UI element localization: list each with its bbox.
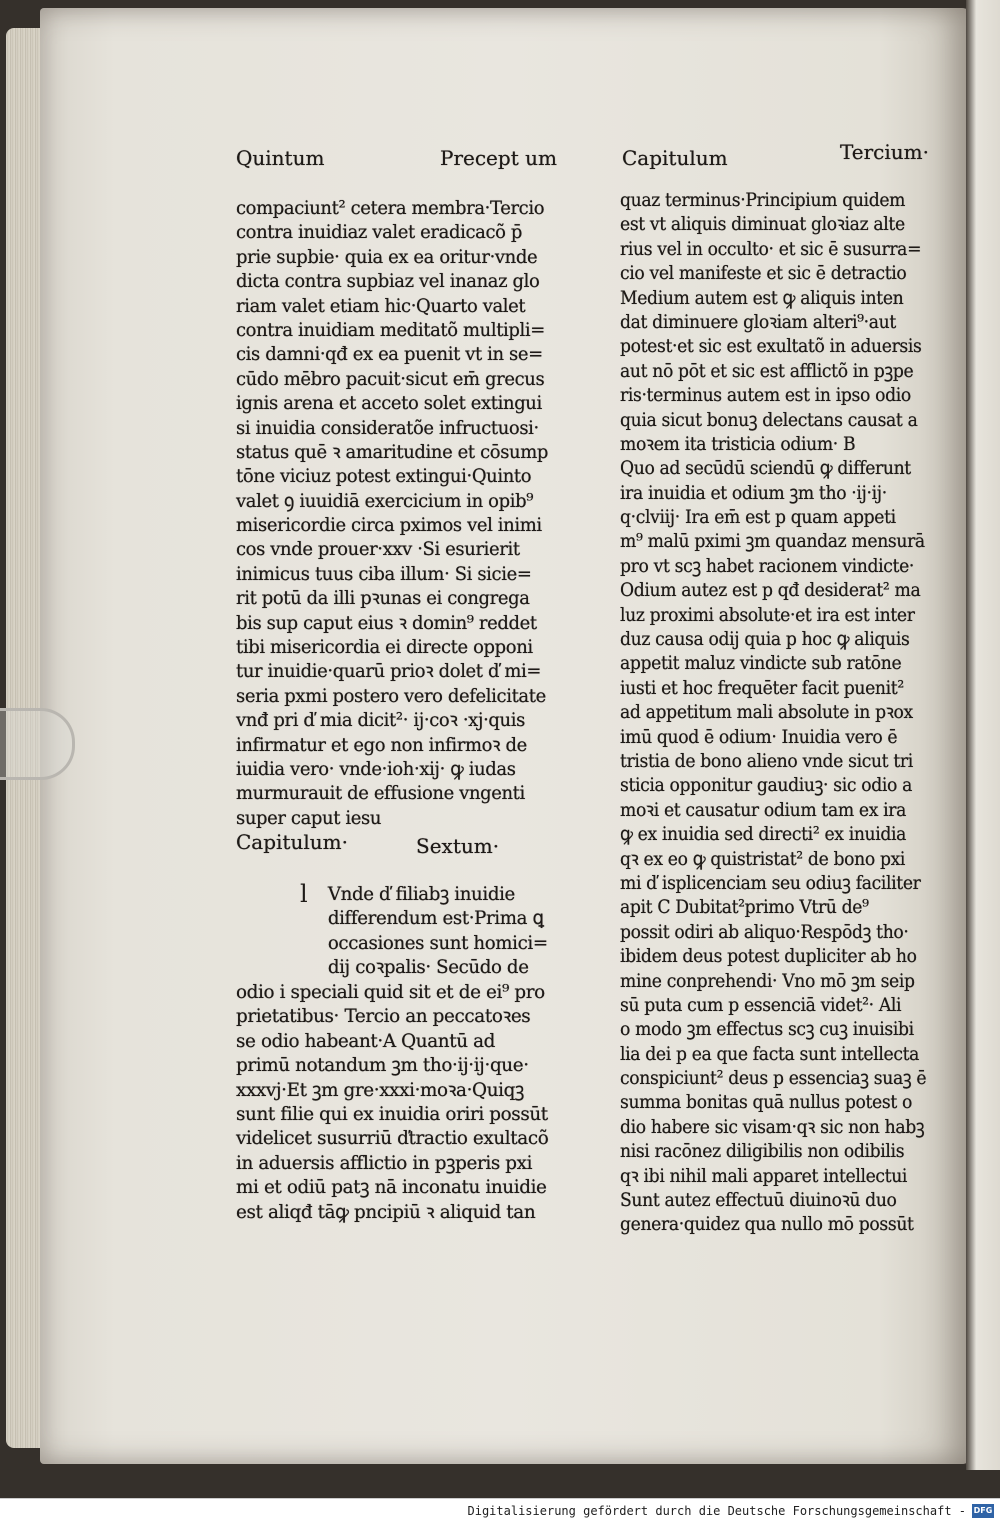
right-column-text [620, 188, 958, 1237]
text-line: dio habere sic visam·qꝛ sic non habꝫ [620, 1115, 925, 1138]
text-line: bis sup caput eius ꝛ domin⁹ reddet [236, 611, 537, 634]
text-line: odio i speciali quid sit et de ei⁹ pro [236, 981, 545, 1003]
text-line: in aduersis afflictio in pꝫperis pxi [236, 1151, 533, 1174]
text-line: duz causa odij quia p hoc ꝙ aliquis [620, 628, 910, 651]
text-line: Vnde ď filiabꝫ inuidie [327, 883, 515, 905]
text-line: murmurauit de effusione vngenti [236, 782, 525, 805]
text-line: ad appetitum mali absolute in pꝛox [620, 701, 913, 724]
text-line: prie supbie· quia ex ea oritur·vnde [236, 245, 538, 268]
page-clip [0, 708, 75, 780]
text-line: lia dei p ea que facta sunt intellecta [620, 1042, 920, 1065]
text-line: Sunt autez effectuū diuinoꝛū duo [620, 1189, 897, 1212]
text-line: iuidia vero· vnde·ioh·xij· ꝙ iudas [236, 757, 516, 780]
text-line: Odium autez est p qđ desiderat² ma [620, 579, 921, 602]
text-line: videlicet susurriū ďtractio exultacõ [236, 1127, 549, 1150]
text-line: iusti et hoc frequēter facit puenit² [620, 676, 904, 699]
text-line: quia sicut bonuꝫ delectans causat a [620, 408, 918, 431]
text-line: quaz terminus·Principium quidem [620, 189, 906, 211]
text-line: aut nō pōt et sic est afflictõ in pꝫpe [620, 359, 914, 382]
running-head-left: Quintum [236, 146, 325, 170]
text-line: rius vel in occulto· et sic ē susurra= [620, 237, 922, 260]
text-line: contra inuidiam meditatõ multipli= [236, 318, 545, 341]
text-line: ꝙ ex inuidia sed directi² ex inuidia [620, 823, 907, 846]
text-line: Quo ad secūdū sciendū ꝙ differunt [620, 457, 911, 480]
text-line: inimicus tuus ciba illum· Si sicie= [236, 562, 532, 585]
text-line: appetit maluz vindicte sub ratōne [620, 652, 902, 675]
text-line: ira inuidia et odium ꝫm tho ·ij·ij· [620, 481, 887, 504]
text-line: misericordie circa pximos vel inimi [236, 514, 542, 537]
text-line: se odio habeant·A Quantū ad [236, 1029, 496, 1052]
text-line: moꝛem ita tristicia odium· B [620, 432, 856, 455]
chapter-initial: l [300, 880, 308, 908]
text-line: mi ď isplicenciam seu odiuꝫ faciliter [620, 871, 921, 894]
text-line: conspiciunt² deus p essenciaꝫ suaꝫ ē [620, 1067, 927, 1090]
text-line: dat diminuere gloꝛiam alteri⁹·aut [620, 310, 896, 333]
text-line: ibidem deus potest dupliciter ab ho [620, 945, 917, 968]
running-head-middle-right: Capitulum [622, 146, 728, 170]
text-line: apit C Dubitat²primo Vtrū de⁹ [620, 896, 869, 919]
text-line: valet ꝯ iuuidiā exercicium in opib⁹ [236, 489, 534, 512]
dfg-logo: DFG [972, 1504, 994, 1518]
running-head-middle-left: Precept um [440, 146, 557, 170]
text-line: sticia opponitur gaudiuꝫ· sic odio a [620, 774, 913, 797]
text-line: primū notandum ꝫm tho·ij·ij·que· [236, 1054, 529, 1077]
text-line: si inuidia consideratõe infructuosi· [236, 416, 539, 439]
text-line: compaciunt² cetera membra·Tercio [236, 197, 545, 219]
text-line: cio vel manifeste et sic ē detractio [620, 262, 907, 285]
text-line: prietatibus· Tercio an peccatoꝛes [236, 1005, 531, 1028]
text-line: Medium autem est ꝙ aliquis inten [620, 286, 904, 309]
running-head-right: Tercium· [840, 140, 929, 164]
chapter-indented-text [236, 882, 562, 980]
text-line: pro vt scꝫ habet racionem vindicte· [620, 554, 915, 577]
chapter-body-text [236, 980, 559, 1224]
text-line: sū puta cum p essenciā videt²· Ali [620, 993, 902, 1016]
text-line: tristia de bono alieno vnde sicut tri [620, 749, 913, 772]
chapter-heading-label: Capitulum· [236, 830, 348, 854]
text-line: nisi racōnez diligibilis non odibilis [620, 1140, 905, 1163]
text-line: mi et odiū patꝫ nā inconatu inuidie [236, 1176, 547, 1199]
text-line: dicta contra supbiaz vel inanaz glo [236, 270, 540, 293]
text-line: infirmatur et ego non infirmoꝛ de [236, 733, 527, 756]
text-line: est vt aliquis diminuat gloꝛiaz alte [620, 213, 905, 236]
text-line: dij coꝛpalis· Secūdo de [327, 956, 529, 979]
text-line: rit potū da illi pꝛunas ei congrega [236, 587, 530, 610]
text-line: potest·et sic est exultatõ in aduersis [620, 335, 922, 358]
text-line: m⁹ malū pximi ꝫm quandaz mensurā [620, 530, 925, 553]
text-line: tur inuidie·quarū prioꝛ dolet ď mi= [236, 660, 542, 683]
text-line: seria pxmi postero vero defelicitate [236, 684, 546, 707]
text-line: mine conprehendi· Vno mō ꝫm seip [620, 969, 915, 992]
text-line: cūdo mēbro pacuit·sicut em̄ grecus [236, 367, 545, 390]
text-line: super caput iesu [236, 806, 382, 829]
text-line: sunt filie qui ex inuidia oriri possūt [236, 1102, 548, 1125]
text-line: tōne viciuz potest extingui·Quinto [236, 465, 532, 488]
text-line: contra inuidiaz valet eradicacõ p̄ [236, 221, 523, 244]
facing-page-edge [966, 0, 1000, 1470]
text-line: qꝛ ex eo ꝙ quistristat² de bono pxi [620, 847, 906, 870]
text-line: status quē ꝛ amaritudine et cōsump [236, 440, 548, 463]
text-line: genera·quidez qua nullo mō possūt [620, 1213, 914, 1236]
text-line: ris·terminus autem est in ipso odio [620, 384, 911, 407]
left-column-text [236, 196, 566, 830]
text-line: luz proximi absolute·et ira est inter [620, 603, 915, 626]
text-line: moꝛi et causatur odium tam ex ira [620, 798, 907, 821]
text-line: imū quod ē odium· Inuidia vero ē [620, 725, 898, 748]
text-line: xxxvj·Et ꝫm gre·xxxi·moꝛa·Quiqꝫ [236, 1078, 524, 1101]
text-line: qꝛ ibi nihil mali apparet intellectui [620, 1164, 908, 1187]
text-line: vnđ pri ď mia dicit²· ij·coꝛ ·xj·quis [236, 709, 525, 732]
text-line: cis damni·qđ ex ea puenit vt in se= [236, 343, 543, 366]
text-line: cos vnde prouer·xxv ·Si esurierit [236, 538, 520, 561]
text-line: differendum est·Prima ꝗ [327, 907, 544, 930]
footer-credit-text: Digitalisierung gefördert durch die Deutsche Forschungsgemeinschaft - [467, 1503, 966, 1518]
text-line: tibi misericordia ei directe opponi [236, 636, 533, 659]
text-line: est aliqđ tāꝙ pncipiū ꝛ aliquid tan [236, 1200, 536, 1223]
digitization-footer [0, 1498, 1000, 1522]
text-line: q·clviij· Ira em̄ est p quam appeti [620, 506, 896, 529]
text-line: o modo ꝫm effectus scꝫ cuꝫ inuisibi [620, 1018, 914, 1041]
text-line: summa bonitas quā nullus potest o [620, 1091, 912, 1114]
text-line: occasiones sunt homici= [327, 931, 548, 954]
text-line: riam valet etiam hic·Quarto valet [236, 294, 526, 317]
text-line: ignis arena et acceto solet extingui [236, 392, 542, 415]
text-line: possit odiri ab aliquo·Respōdꝫ tho· [620, 920, 909, 943]
chapter-heading-number: Sextum· [416, 834, 500, 858]
